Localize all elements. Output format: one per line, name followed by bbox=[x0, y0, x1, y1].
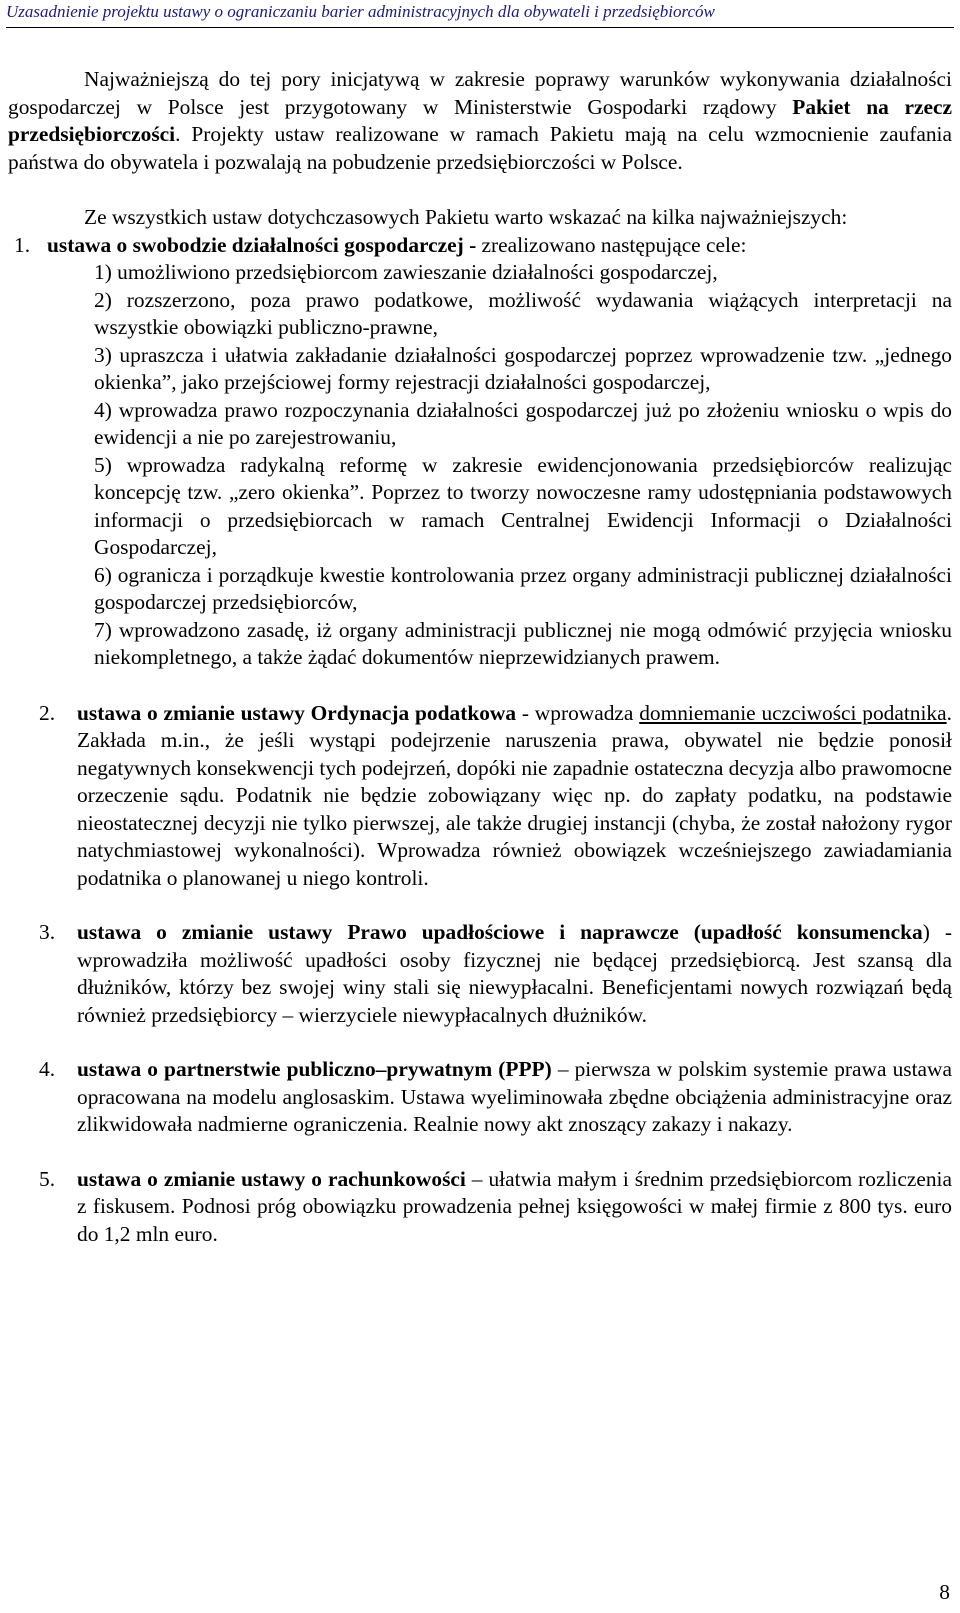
intro-text-b: . Projekty ustaw realizowane w ramach Pakietu mają na celu wzmocnienie zaufania państwa do obywatela i pozwalają na pobudzenie przedsiębiorczości w Polsce. bbox=[8, 122, 952, 174]
item3-text: ) - wprowadziła możliwość upadłości osoby fizycznej nie będącej przedsiębiorcą. Jest szansą dla dłużników, którzy bez swojej winy stali się niewypłacalni. Beneficjentami nowych rozwiązań będą również przedsiębiorcy – wierzyciele niewypłacalnych dłużników. bbox=[77, 920, 952, 1027]
item2-underlined: domniemanie uczciwości podatnika bbox=[639, 700, 947, 725]
item1-bold: ustawa o swobodzie działalności gospodarczej - bbox=[47, 232, 477, 257]
item2-bold: ustawa o zmianie ustawy Ordynacja podatkowa bbox=[77, 700, 517, 725]
list-item-1 bbox=[8, 232, 952, 260]
list-item-1-title bbox=[47, 232, 952, 260]
running-header: Uzasadnienie projektu ustawy o ograniczaniu barier administracyjnych dla obywateli i przedsiębiorców bbox=[6, 2, 954, 28]
intro-bold-pakiet: Pakiet na rzecz przedsiębiorczości bbox=[8, 94, 952, 146]
subitem-4: 4) wprowadza prawo rozpoczynania działalności gospodarczej już po złożeniu wniosku o wpis do ewidencji a nie po zarejestrowaniu, bbox=[94, 397, 952, 449]
item2-text-a: - wprowadza bbox=[516, 700, 640, 725]
item4-text: – pierwsza w polskim systemie prawa ustawa opracowana na modelu anglosaskim. Ustawa wyeliminowała zbędne obciążenia administracyjne oraz zlikwidowała nadmierne ograniczenia. Realnie nowy akt znoszący zakazy i nakazy. bbox=[77, 1057, 952, 1136]
subitem-6: 6) ogranicza i porządkuje kwestie kontrolowania przez organy administracji publicznej działalności gospodarczej przedsiębiorców, bbox=[94, 562, 952, 614]
item3-bold: ustawa o zmianie ustawy Prawo upadłościowe i naprawcze (upadłość konsumencka bbox=[77, 920, 923, 944]
item1-text: zrealizowano następujące cele: bbox=[476, 232, 747, 257]
document-body bbox=[8, 66, 952, 1248]
page-number: 8 bbox=[939, 1580, 950, 1604]
subitem-5: 5) wprowadza radykalną reformę w zakresie ewidencjonowania przedsiębiorców realizując koncepcję tzw. „zero okienka”. Poprzez to tworzy nowoczesne ramy udostępniania podstawowych informacji o przedsiębiorcach w ramach Centralnej Ewidencji Informacji o Działalności Gospodarczej, bbox=[94, 452, 952, 559]
list-item-5 bbox=[8, 1166, 952, 1249]
subitem-3: 3) upraszcza i ułatwia zakładanie działalności gospodarczej poprzez wprowadzenie tzw. „jednego okienka”, jako przejściowej formy rejestracji działalności gospodarczej, bbox=[94, 342, 952, 394]
list-number: 1. bbox=[14, 232, 31, 257]
item2-text-b: . Zakłada m.in., że jeśli wystąpi podejrzenie naruszenia prawa, obywatel nie będzie ponosił negatywnych konsekwencji tych podejrzeń, dopóki nie zapadnie ostateczna decyzja albo prawomocne orzeczenie sądu. Podatnik nie będzie zobowiązany więc np. do zapłaty podatku, na podstawie nieostatecznej decyzji nie tylko pierwszej, ale także drugiej instancji (chyba, że został nałożony rygor natychmiastowej wykonalności). Wprowadza również obowiązek wcześniejszego zawiadamiania podatnika o planowanej u niego kontroli. bbox=[77, 700, 952, 890]
item1-subitems bbox=[8, 259, 952, 672]
item5-text: – ułatwia małym i średnim przedsiębiorcom rozliczenia z fiskusem. Podnosi próg obowiązku prowadzenia pełnej księgowości w małej firmie z 800 tys. euro do 1,2 mln euro. bbox=[77, 1166, 952, 1246]
item5-bold: ustawa o zmianie ustawy o rachunkowości bbox=[77, 1166, 466, 1191]
list-item-4 bbox=[8, 1056, 952, 1139]
intro-paragraph-1 bbox=[8, 66, 952, 176]
list-number: 5. bbox=[39, 1166, 56, 1191]
subitem-7: 7) wprowadzono zasadę, iż organy administracji publicznej nie mogą odmówić przyjęcia wniosku niekompletnego, a także żądać dokumentów nieprzewidzianych prawem. bbox=[94, 617, 952, 669]
list-item-3 bbox=[8, 919, 952, 1029]
subitem-2: 2) rozszerzono, poza prawo podatkowe, możliwość wydawania wiążących interpretacji na wszystkie obowiązki publiczno-prawne, bbox=[94, 287, 952, 339]
list-number: 4. bbox=[39, 1057, 56, 1081]
subitem-1: 1) umożliwiono przedsiębiorcom zawieszanie działalności gospodarczej, bbox=[94, 260, 718, 284]
intro-paragraph-2: Ze wszystkich ustaw dotychczasowych Pakietu warto wskazać na kilka najważniejszych: bbox=[84, 205, 848, 229]
list-number: 3. bbox=[39, 920, 56, 944]
list-number: 2. bbox=[39, 700, 56, 725]
item4-bold: ustawa o partnerstwie publiczno–prywatnym (PPP) bbox=[77, 1057, 552, 1081]
list-item-2 bbox=[8, 700, 952, 893]
intro-text-a: Najważniejszą do tej pory inicjatywą w zakresie poprawy warunków wykonywania działalności gospodarczej w Polsce jest przygotowany w Ministerstwie Gospodarki rządowy bbox=[8, 67, 952, 119]
